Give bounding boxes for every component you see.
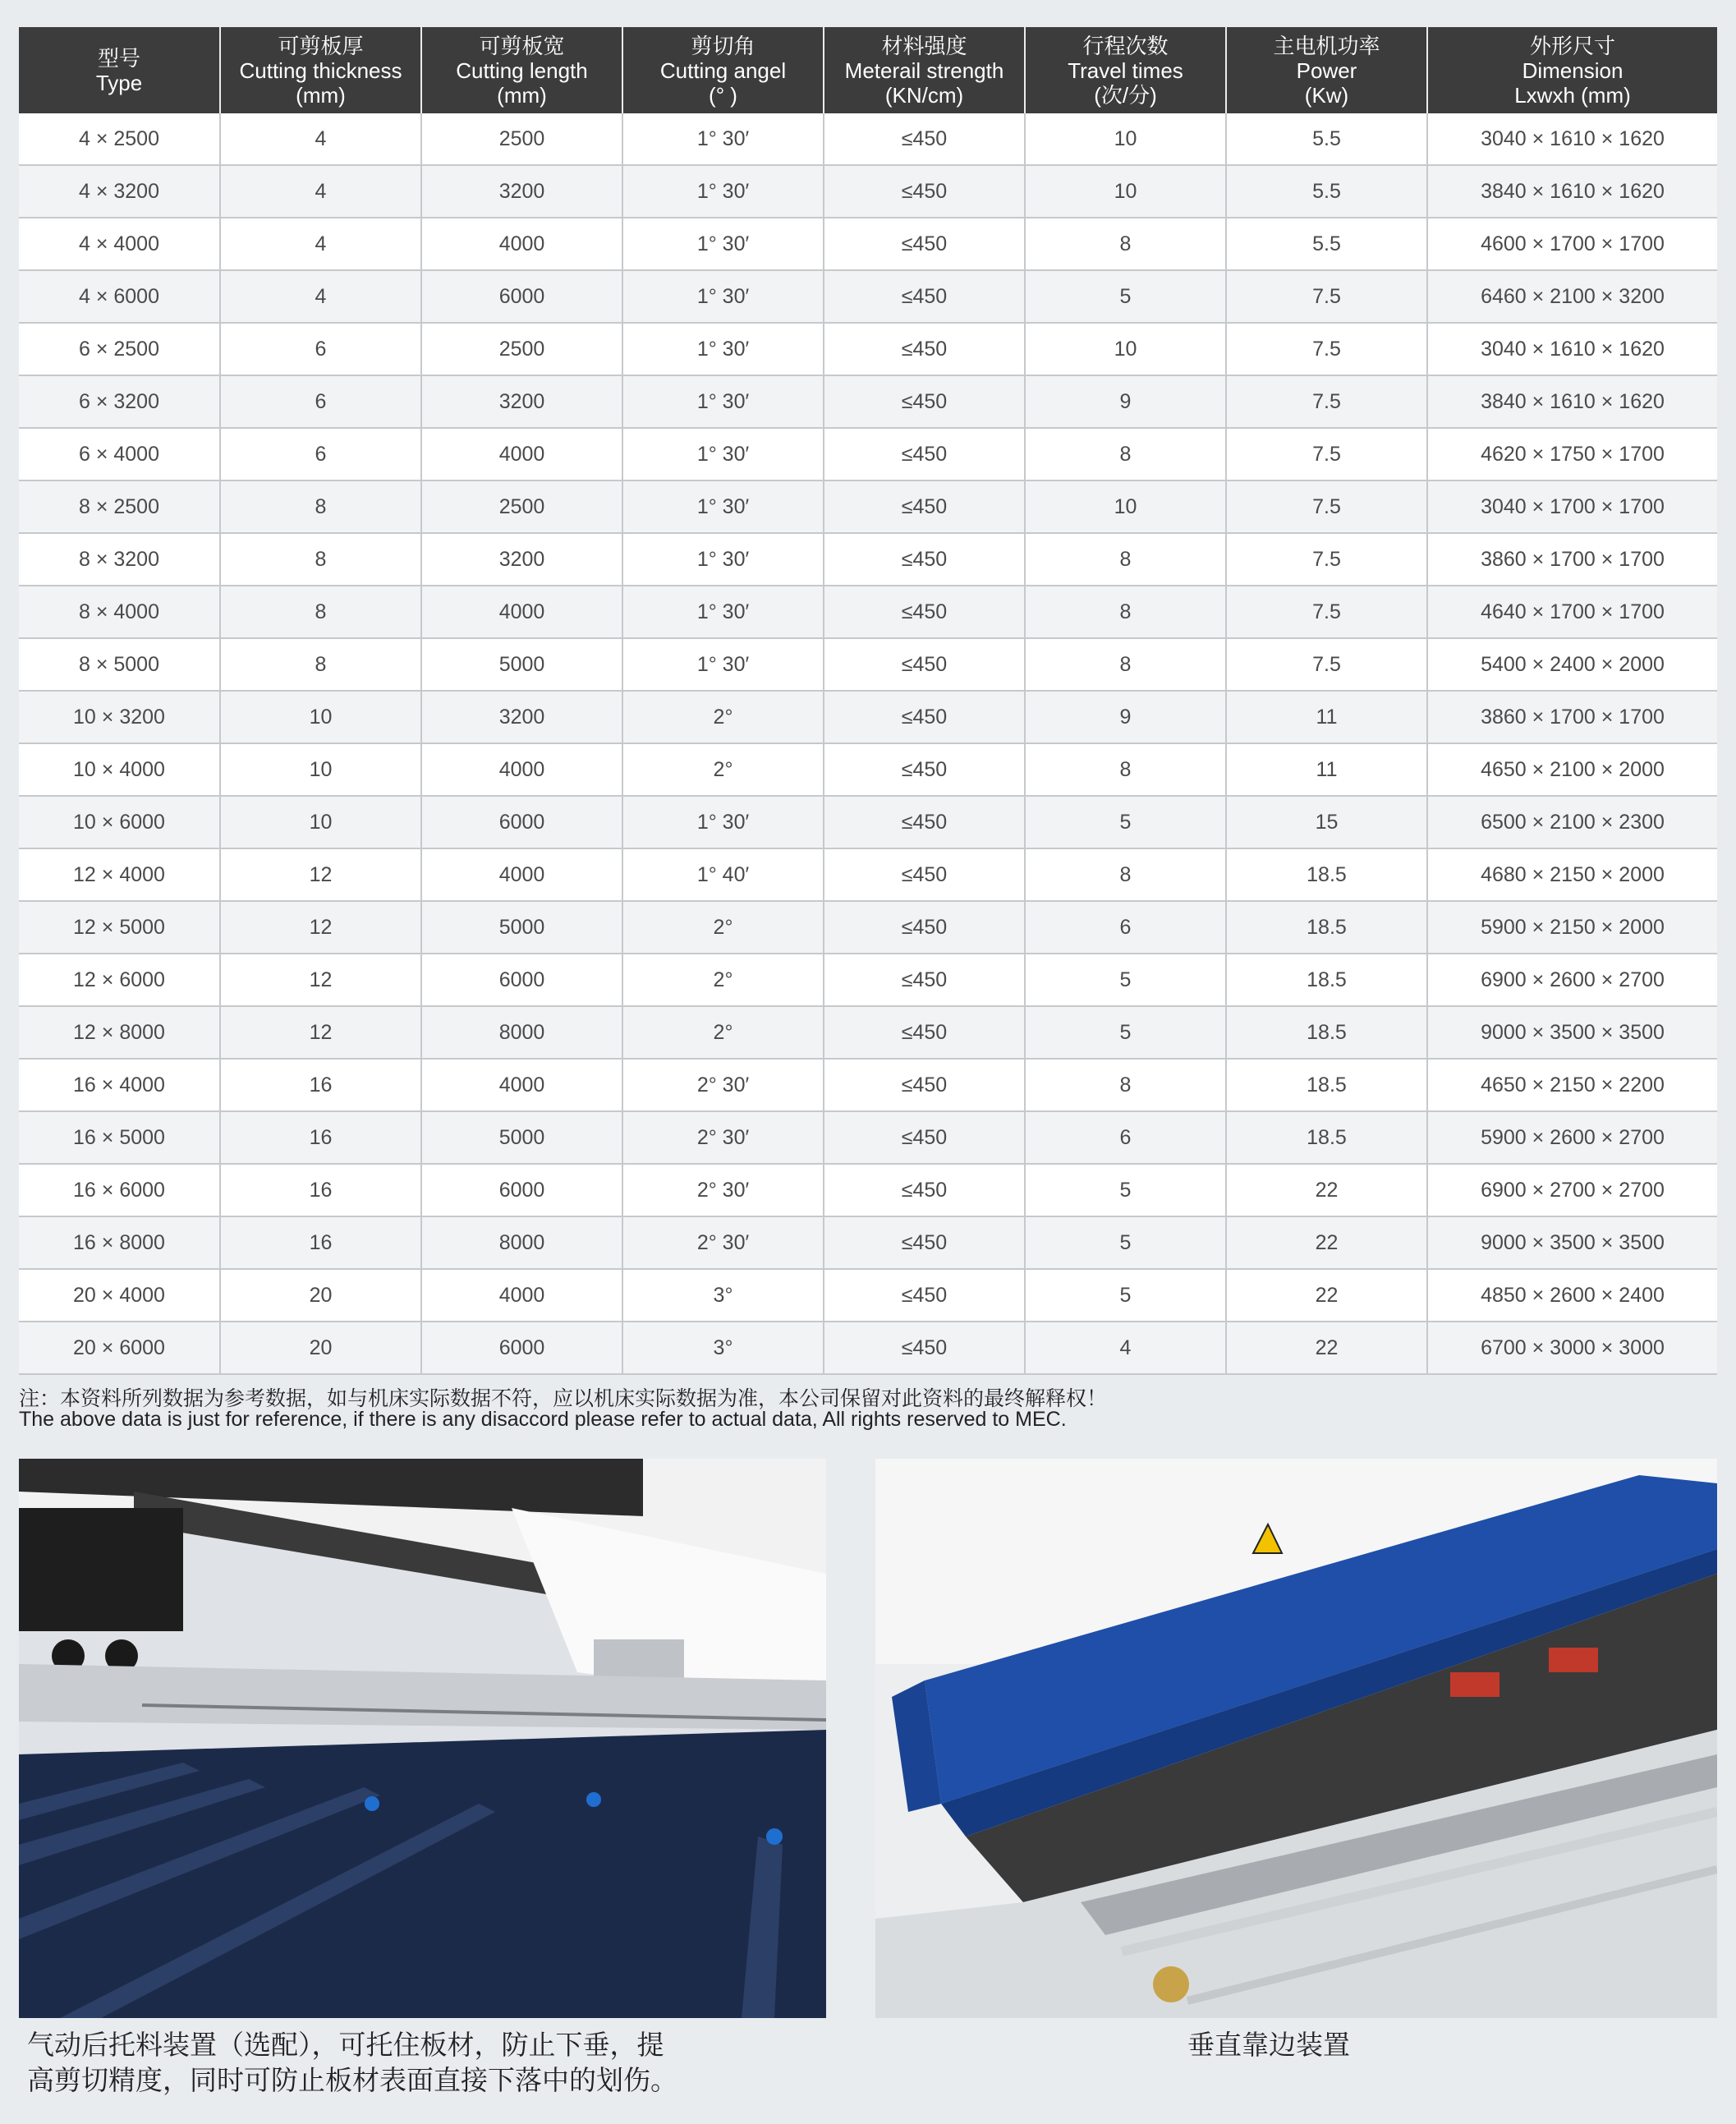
table-row [19, 480, 1717, 533]
table-cell: 4000 [421, 428, 622, 480]
table-cell: ≤450 [824, 954, 1025, 1006]
table-row [19, 323, 1717, 375]
column-header [421, 27, 622, 113]
column-header-en: Power [1296, 57, 1357, 83]
table-cell: 6 [220, 428, 421, 480]
column-header-zh: 外形尺寸 [1529, 33, 1615, 58]
table-cell: 12 [220, 848, 421, 901]
table-cell: 4850 × 2600 × 2400 [1427, 1269, 1717, 1322]
table-cell: 12 × 5000 [19, 901, 220, 954]
table-cell: 2° 30′ [622, 1164, 824, 1216]
table-cell: 6900 × 2700 × 2700 [1427, 1164, 1717, 1216]
table-cell: 18.5 [1226, 848, 1427, 901]
table-cell: 22 [1226, 1164, 1427, 1216]
table-cell: 18.5 [1226, 1111, 1427, 1164]
table-cell: 16 × 6000 [19, 1164, 220, 1216]
table-cell: 12 [220, 1006, 421, 1059]
column-header-zh: 型号 [97, 45, 140, 71]
table-cell: 4600 × 1700 × 1700 [1427, 218, 1717, 270]
table-cell: 3200 [421, 533, 622, 586]
table-cell: 18.5 [1226, 954, 1427, 1006]
column-header-en: Travel times [1068, 57, 1183, 83]
table-cell: 6 × 3200 [19, 375, 220, 428]
table-cell: 6000 [421, 1322, 622, 1374]
table-cell: 1° 30′ [622, 533, 824, 586]
table-cell: 9 [1025, 691, 1226, 743]
column-header-unit: (mm) [296, 82, 346, 108]
column-header-en: Dimension [1522, 57, 1623, 83]
table-cell: 20 [220, 1269, 421, 1322]
table-row [19, 1006, 1717, 1059]
column-header-en: Cutting length [456, 57, 588, 83]
table-cell: 20 × 6000 [19, 1322, 220, 1374]
table-cell: 18.5 [1226, 1006, 1427, 1059]
table-cell: 10 [220, 743, 421, 796]
table-cell: 4000 [421, 1059, 622, 1111]
table-cell: 2° [622, 743, 824, 796]
table-cell: 16 × 5000 [19, 1111, 220, 1164]
column-header [824, 27, 1025, 113]
column-header [220, 27, 421, 113]
table-cell: 5 [1025, 1006, 1226, 1059]
table-row [19, 954, 1717, 1006]
table-cell: 4 × 6000 [19, 270, 220, 323]
table-row [19, 1322, 1717, 1374]
table-cell: 12 × 6000 [19, 954, 220, 1006]
table-cell: 18.5 [1226, 1059, 1427, 1111]
table-cell: 6500 × 2100 × 2300 [1427, 796, 1717, 848]
table-cell: 1° 30′ [622, 323, 824, 375]
table-cell: 20 [220, 1322, 421, 1374]
table-cell: 5000 [421, 638, 622, 691]
table-cell: ≤450 [824, 586, 1025, 638]
table-cell: 8000 [421, 1006, 622, 1059]
table-cell: ≤450 [824, 1006, 1025, 1059]
table-cell: 5 [1025, 1164, 1226, 1216]
table-cell: ≤450 [824, 901, 1025, 954]
table-cell: 16 [220, 1059, 421, 1111]
column-header [1025, 27, 1226, 113]
table-cell: 3° [622, 1322, 824, 1374]
table-cell: ≤450 [824, 270, 1025, 323]
table-row [19, 586, 1717, 638]
table-cell: 5 [1025, 1269, 1226, 1322]
table-cell: ≤450 [824, 428, 1025, 480]
table-cell: 6700 × 3000 × 3000 [1427, 1322, 1717, 1374]
table-cell: 2° [622, 901, 824, 954]
table-cell: 1° 40′ [622, 848, 824, 901]
table-cell: ≤450 [824, 691, 1025, 743]
table-cell: 4 [220, 270, 421, 323]
table-cell: ≤450 [824, 1111, 1025, 1164]
table-cell: 6000 [421, 270, 622, 323]
table-cell: 8000 [421, 1216, 622, 1269]
table-cell: 7.5 [1226, 323, 1427, 375]
table-cell: 2500 [421, 323, 622, 375]
table-cell: 2° [622, 1006, 824, 1059]
table-cell: 12 × 8000 [19, 1006, 220, 1059]
table-cell: 8 [1025, 1059, 1226, 1111]
table-cell: 1° 30′ [622, 480, 824, 533]
table-cell: 1° 30′ [622, 586, 824, 638]
table-cell: 12 × 4000 [19, 848, 220, 901]
table-cell: 8 [1025, 586, 1226, 638]
table-cell: 6 [220, 323, 421, 375]
rear-support-caption-line1: 气动后托料装置（选配），可托住板材，防止下垂，提 [27, 2030, 664, 2060]
table-cell: 16 × 4000 [19, 1059, 220, 1111]
table-cell: 8 × 4000 [19, 586, 220, 638]
table-row [19, 1269, 1717, 1322]
table-cell: 3860 × 1700 × 1700 [1427, 533, 1717, 586]
table-row [19, 1111, 1717, 1164]
table-cell: 16 × 8000 [19, 1216, 220, 1269]
table-cell: 7.5 [1226, 270, 1427, 323]
table-cell: 7.5 [1226, 480, 1427, 533]
column-header-zh: 材料强度 [881, 33, 967, 58]
table-cell: 3840 × 1610 × 1620 [1427, 375, 1717, 428]
table-cell: 1° 30′ [622, 428, 824, 480]
table-cell: ≤450 [824, 1164, 1025, 1216]
table-cell: ≤450 [824, 218, 1025, 270]
table-cell: ≤450 [824, 1269, 1025, 1322]
table-cell: 1° 30′ [622, 218, 824, 270]
table-cell: 6000 [421, 1164, 622, 1216]
table-cell: 3860 × 1700 × 1700 [1427, 691, 1717, 743]
table-cell: 5000 [421, 901, 622, 954]
table-cell: 6460 × 2100 × 3200 [1427, 270, 1717, 323]
table-cell: 4 [220, 113, 421, 165]
table-row [19, 270, 1717, 323]
table-row [19, 428, 1717, 480]
table-cell: 10 [1025, 480, 1226, 533]
table-cell: 5 [1025, 270, 1226, 323]
table-cell: ≤450 [824, 1216, 1025, 1269]
table-cell: 6900 × 2600 × 2700 [1427, 954, 1717, 1006]
table-cell: 5.5 [1226, 165, 1427, 218]
column-header [622, 27, 824, 113]
table-cell: 6000 [421, 954, 622, 1006]
table-cell: 16 [220, 1216, 421, 1269]
table-row [19, 638, 1717, 691]
column-header-en: Cutting angel [659, 57, 787, 83]
column-header-unit: (次/分) [1094, 82, 1157, 108]
table-row [19, 1216, 1717, 1269]
table-cell: 22 [1226, 1216, 1427, 1269]
table-cell: 8 [1025, 218, 1226, 270]
rear-support-illustration [19, 1459, 826, 2018]
table-cell: 3200 [421, 165, 622, 218]
table-cell: 2° 30′ [622, 1059, 824, 1111]
column-header-zh: 剪切角 [691, 33, 755, 58]
table-cell: 11 [1226, 691, 1427, 743]
table-cell: 5000 [421, 1111, 622, 1164]
column-header-unit: (mm) [497, 82, 547, 108]
rear-support-photo [19, 1459, 826, 2018]
table-cell: 4 [220, 165, 421, 218]
table-row [19, 691, 1717, 743]
table-cell: 4 × 2500 [19, 113, 220, 165]
table-cell: 10 × 6000 [19, 796, 220, 848]
spec-table [19, 27, 1717, 1375]
table-cell: 1° 30′ [622, 165, 824, 218]
table-cell: 2500 [421, 113, 622, 165]
side-gauge-photo [875, 1459, 1717, 2018]
table-cell: 10 [220, 796, 421, 848]
table-cell: 4000 [421, 1269, 622, 1322]
table-cell: 10 [1025, 113, 1226, 165]
table-cell: 10 × 4000 [19, 743, 220, 796]
table-cell: 4000 [421, 586, 622, 638]
table-cell: 4640 × 1700 × 1700 [1427, 586, 1717, 638]
table-cell: 5400 × 2400 × 2000 [1427, 638, 1717, 691]
table-cell: 8 × 2500 [19, 480, 220, 533]
side-gauge-caption: 垂直靠边装置 [1187, 2030, 1350, 2060]
table-row [19, 1059, 1717, 1111]
table-cell: ≤450 [824, 480, 1025, 533]
table-cell: 12 [220, 901, 421, 954]
table-cell: 7.5 [1226, 638, 1427, 691]
rear-support-caption [27, 2027, 677, 2098]
table-cell: ≤450 [824, 165, 1025, 218]
column-header-zh: 主电机功率 [1273, 33, 1380, 58]
table-cell: 5 [1025, 954, 1226, 1006]
table-cell: 6 [1025, 901, 1226, 954]
table-cell: 7.5 [1226, 586, 1427, 638]
table-cell: 1° 30′ [622, 796, 824, 848]
column-header-en: Type [95, 70, 143, 95]
column-header-zh: 行程次数 [1082, 33, 1169, 58]
table-cell: 4 × 3200 [19, 165, 220, 218]
table-cell: 8 [1025, 743, 1226, 796]
table-cell: 5900 × 2600 × 2700 [1427, 1111, 1717, 1164]
column-header-en: Cutting thickness [239, 57, 402, 83]
table-row [19, 218, 1717, 270]
note-zh: 注：本资料所列数据为参考数据，如与机床实际数据不符，应以机床实际数据为准，本公司保留对此资料的最终解释权！ [19, 1387, 1108, 1410]
table-cell: 18.5 [1226, 901, 1427, 954]
table-cell: 9 [1025, 375, 1226, 428]
table-cell: ≤450 [824, 1059, 1025, 1111]
table-row [19, 165, 1717, 218]
table-cell: 7.5 [1226, 375, 1427, 428]
table-row [19, 848, 1717, 901]
table-cell: ≤450 [824, 796, 1025, 848]
column-header [1226, 27, 1427, 113]
table-cell: 7.5 [1226, 533, 1427, 586]
table-cell: 22 [1226, 1322, 1427, 1374]
side-gauge-illustration [875, 1459, 1717, 2018]
table-cell: 1° 30′ [622, 638, 824, 691]
table-cell: ≤450 [824, 638, 1025, 691]
table-cell: 10 [220, 691, 421, 743]
table-cell: 8 [220, 480, 421, 533]
table-cell: 5 [1025, 1216, 1226, 1269]
table-cell: 1° 30′ [622, 270, 824, 323]
table-cell: ≤450 [824, 848, 1025, 901]
table-cell: 3200 [421, 375, 622, 428]
table-header-row [19, 27, 1717, 113]
table-cell: 2° 30′ [622, 1111, 824, 1164]
column-header [19, 27, 220, 113]
table-cell: 15 [1226, 796, 1427, 848]
table-cell: 6 [1025, 1111, 1226, 1164]
table-cell: 2° [622, 691, 824, 743]
table-row [19, 743, 1717, 796]
table-cell: 8 [1025, 848, 1226, 901]
table-cell: 8 [220, 586, 421, 638]
table-cell: ≤450 [824, 743, 1025, 796]
table-cell: 8 [1025, 533, 1226, 586]
table-cell: 10 [1025, 165, 1226, 218]
column-header-unit: (KN/cm) [884, 82, 964, 108]
table-cell: 3200 [421, 691, 622, 743]
table-cell: 4000 [421, 848, 622, 901]
table-cell: 4000 [421, 218, 622, 270]
column-header-unit: (° ) [709, 82, 737, 108]
table-cell: 1° 30′ [622, 375, 824, 428]
table-cell: 4 × 4000 [19, 218, 220, 270]
table-cell: 3040 × 1700 × 1700 [1427, 480, 1717, 533]
table-cell: ≤450 [824, 323, 1025, 375]
table-cell: 3040 × 1610 × 1620 [1427, 323, 1717, 375]
table-cell: 4 [220, 218, 421, 270]
table-row [19, 796, 1717, 848]
table-cell: 8 [1025, 638, 1226, 691]
table-cell: 2° 30′ [622, 1216, 824, 1269]
table-cell: 5 [1025, 796, 1226, 848]
table-cell: ≤450 [824, 375, 1025, 428]
table-cell: 10 [1025, 323, 1226, 375]
table-row [19, 901, 1717, 954]
column-header-unit: Lxwxh (mm) [1514, 82, 1631, 108]
table-cell: 2500 [421, 480, 622, 533]
table-cell: 8 [1025, 428, 1226, 480]
table-cell: 3° [622, 1269, 824, 1322]
table-cell: 8 [220, 638, 421, 691]
column-header-unit: (Kw) [1304, 82, 1349, 108]
table-cell: 9000 × 3500 × 3500 [1427, 1006, 1717, 1059]
table-body [19, 113, 1717, 1374]
column-header [1427, 27, 1717, 113]
table-cell: 6 [220, 375, 421, 428]
table-cell: 1° 30′ [622, 113, 824, 165]
column-header-zh: 可剪板厚 [278, 33, 364, 58]
table-cell: 3840 × 1610 × 1620 [1427, 165, 1717, 218]
table-cell: ≤450 [824, 1322, 1025, 1374]
table-cell: 6000 [421, 796, 622, 848]
table-row [19, 533, 1717, 586]
table-cell: 8 × 5000 [19, 638, 220, 691]
table-cell: 3040 × 1610 × 1620 [1427, 113, 1717, 165]
table-cell: 6 × 2500 [19, 323, 220, 375]
column-header-en: Meterail strength [844, 57, 1004, 83]
table-cell: 4 [1025, 1322, 1226, 1374]
table-cell: 5900 × 2150 × 2000 [1427, 901, 1717, 954]
table-cell: 22 [1226, 1269, 1427, 1322]
table-cell: 9000 × 3500 × 3500 [1427, 1216, 1717, 1269]
table-row [19, 1164, 1717, 1216]
table-cell: ≤450 [824, 533, 1025, 586]
table-cell: 4680 × 2150 × 2000 [1427, 848, 1717, 901]
table-cell: 16 [220, 1111, 421, 1164]
table-cell: 4000 [421, 743, 622, 796]
rear-support-caption-line2: 高剪切精度，同时可防止板材表面直接下落中的划伤。 [27, 2065, 677, 2095]
table-cell: 16 [220, 1164, 421, 1216]
table-row [19, 113, 1717, 165]
table-cell: 5.5 [1226, 218, 1427, 270]
table-cell: 2° [622, 954, 824, 1006]
table-row [19, 375, 1717, 428]
table-cell: ≤450 [824, 113, 1025, 165]
column-header-zh: 可剪板宽 [479, 33, 565, 58]
table-cell: 4650 × 2150 × 2200 [1427, 1059, 1717, 1111]
table-cell: 11 [1226, 743, 1427, 796]
table-cell: 4650 × 2100 × 2000 [1427, 743, 1717, 796]
table-cell: 5.5 [1226, 113, 1427, 165]
table-cell: 20 × 4000 [19, 1269, 220, 1322]
table-cell: 12 [220, 954, 421, 1006]
table-cell: 6 × 4000 [19, 428, 220, 480]
table-cell: 7.5 [1226, 428, 1427, 480]
table-cell: 4620 × 1750 × 1700 [1427, 428, 1717, 480]
table-cell: 8 [220, 533, 421, 586]
note-en: The above data is just for reference, if there is any disaccord please refer to actual data, All rights reserved to MEC. [19, 1408, 1067, 1431]
table-cell: 8 × 3200 [19, 533, 220, 586]
table-cell: 10 × 3200 [19, 691, 220, 743]
